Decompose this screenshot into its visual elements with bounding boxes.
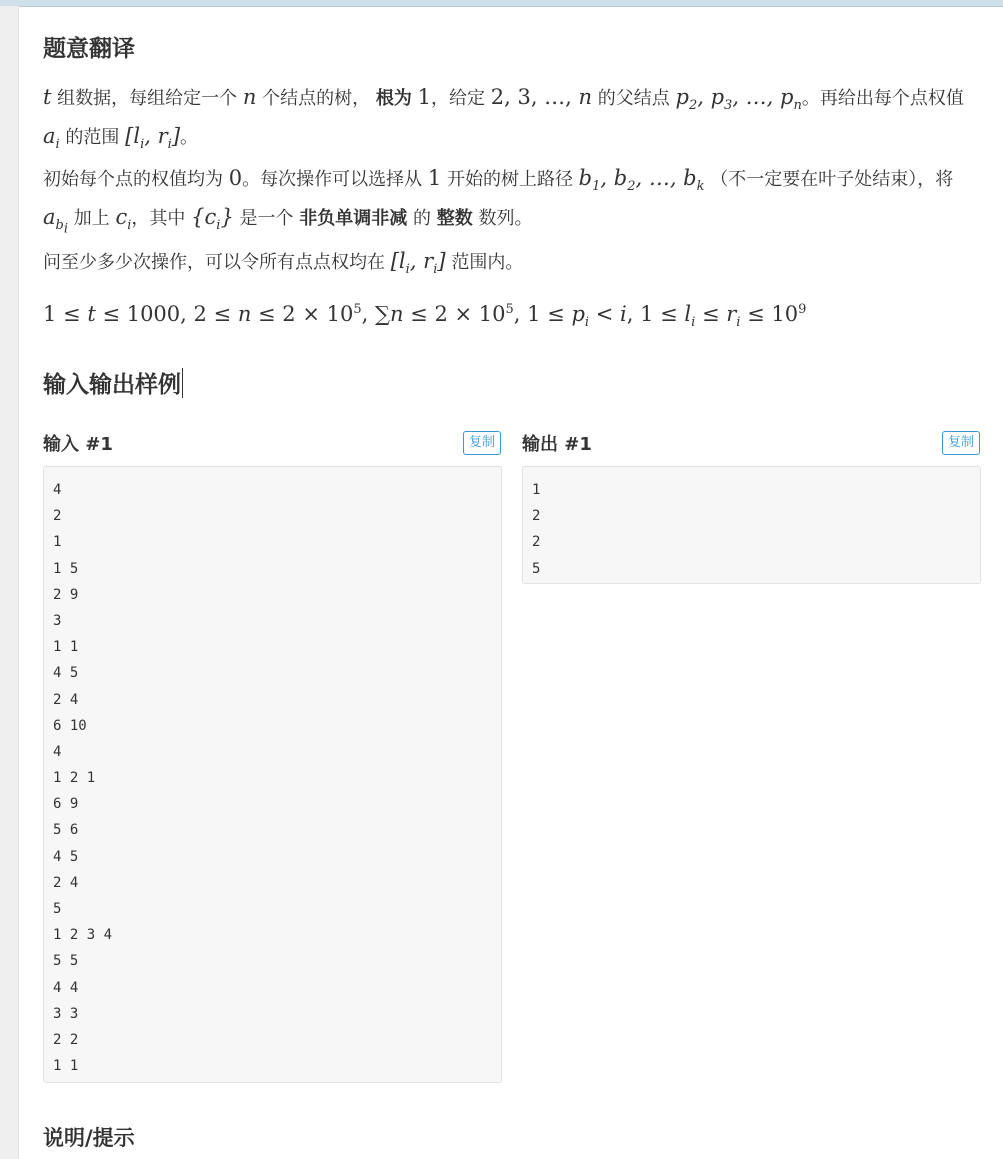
output-line: 1 — [532, 482, 541, 498]
samples-title — [43, 366, 183, 399]
constraints-formula — [43, 294, 973, 338]
text: 的范围 — [59, 127, 126, 149]
input-line: 3 — [53, 612, 62, 629]
statement-paragraph-3 — [43, 246, 973, 285]
text: 。 — [180, 127, 199, 149]
text: 问至少多少次操作，可以令所有点点权均在 — [43, 252, 391, 273]
sample-input-box[interactable] — [43, 466, 502, 1083]
output-line: 5 — [532, 560, 541, 577]
input-line: 2 2 — [53, 1031, 79, 1048]
text: 加上 — [68, 208, 116, 230]
zero: 0 — [228, 166, 243, 190]
translation-title: 题意翻译 — [43, 36, 135, 62]
copy-input-button[interactable]: 复制 — [463, 431, 501, 455]
samples-title-text: 输入输出样例 — [43, 372, 181, 398]
text: ，其中 — [131, 208, 192, 230]
text: 开始的树上路径 — [441, 169, 579, 190]
input-line: 4 4 — [53, 979, 79, 996]
hint-title: 说明/提示 — [43, 1126, 135, 1150]
statement-paragraph-2 — [43, 163, 973, 245]
input-line: 4 5 — [53, 665, 79, 682]
text: 初始每个点的权值均为 — [43, 169, 229, 190]
index-sequence: 2, 3, …, — [490, 85, 579, 109]
parent-sequence: $p_2$, $p_3$, …, $p_n$ — [675, 85, 802, 114]
output-header — [522, 430, 980, 456]
text: 数列。 — [472, 208, 533, 230]
text: 范围内。 — [445, 252, 524, 273]
input-line: 5 — [53, 901, 62, 917]
input-line: 2 4 — [53, 691, 79, 708]
text: 。每次操作可以选择从 — [242, 169, 428, 190]
root-value: 1 — [417, 85, 432, 109]
var-a-i: $a_i$ — [43, 124, 60, 153]
text: ，给定 — [431, 88, 491, 109]
var-n: n — [242, 85, 257, 109]
input-line: 1 — [53, 534, 62, 551]
bold-root: 根为 — [375, 88, 412, 109]
output-line: 2 — [532, 508, 541, 525]
text: （不一定要在叶子处结束），将 — [704, 169, 954, 190]
var-c-i: $c_i$ — [115, 205, 132, 234]
var-t: t — [43, 85, 52, 109]
input-line: 6 9 — [53, 796, 79, 813]
range-li-ri: [$l_i$, $r_i$] — [125, 124, 181, 153]
input-line: 4 — [53, 482, 62, 498]
input-line: 1 2 3 4 — [53, 927, 113, 944]
one: 1 — [427, 166, 442, 190]
text: 组数据，每组给定一个 — [51, 88, 243, 109]
input-line: 5 6 — [53, 822, 79, 839]
path-b: $b_1$, $b_2$, …, $b_k$ — [578, 166, 705, 195]
input-line: 1 1 — [53, 1058, 79, 1075]
left-sidebar-edge — [0, 6, 19, 1159]
set-c-i: $\{c_i\}$ — [191, 205, 234, 234]
formula-text: 1 ≤ t ≤ 1000, $2 \le n \le 2 \times 10^5$, $\sum n \le 2 \times 10^5$, $1 \le p_i < i$, $1 \le l_i \le r_i \le 10^9$ — [43, 302, 807, 331]
input-line: 4 — [53, 743, 62, 760]
var-a-bi: $a_{b_i}$ — [43, 205, 69, 237]
text: 。再给出每个点权值 — [801, 88, 964, 109]
bold-integer: 整数 — [436, 208, 473, 230]
sample-output-box[interactable] — [522, 466, 981, 584]
text: 的父结点 — [592, 88, 676, 109]
statement-paragraph-1 — [43, 82, 973, 160]
output-line: 2 — [532, 534, 541, 551]
copy-output-button[interactable]: 复制 — [942, 431, 980, 455]
input-line: 1 5 — [53, 560, 79, 577]
range-li-ri: [$l_i$, $r_i$] — [390, 249, 446, 278]
text-cursor — [182, 368, 183, 398]
text: 是一个 — [233, 208, 300, 230]
input-line: 3 3 — [53, 1005, 79, 1022]
bold-nondecreasing: 非负单调非减 — [299, 208, 408, 230]
text: 的 — [407, 208, 437, 230]
output-label: 输出 #1 — [522, 434, 592, 455]
input-label: 输入 #1 — [43, 434, 113, 455]
input-header — [43, 430, 501, 456]
input-line: 1 2 1 — [53, 770, 96, 787]
var-n: n — [578, 85, 593, 109]
input-line: 2 4 — [53, 874, 79, 891]
input-line: 1 1 — [53, 639, 79, 656]
text: 个结点的树， — [256, 88, 371, 109]
top-border — [0, 0, 1003, 7]
input-line: 2 9 — [53, 586, 79, 603]
input-line: 2 — [53, 508, 62, 525]
input-line: 5 5 — [53, 953, 79, 970]
input-line: 6 10 — [53, 717, 87, 734]
input-line: 4 5 — [53, 848, 79, 865]
